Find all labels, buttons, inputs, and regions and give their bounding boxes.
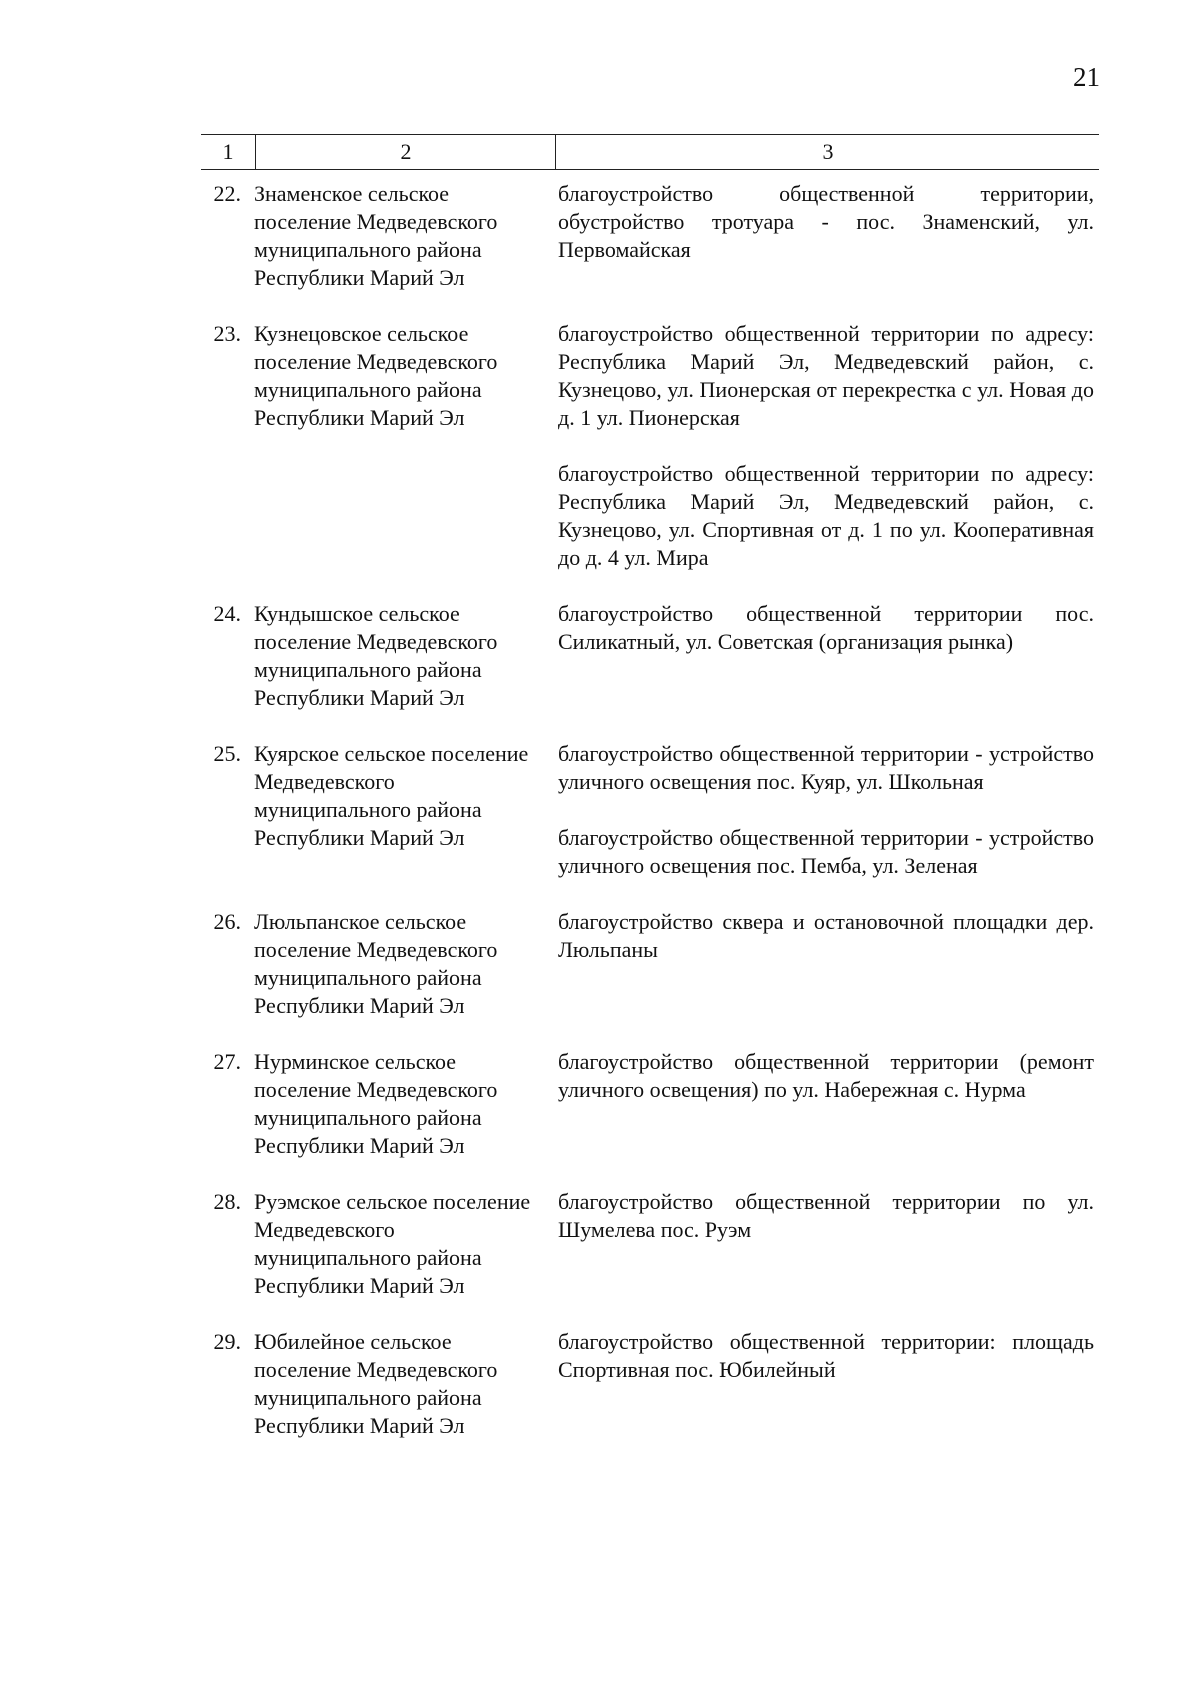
municipality-name: Люльпанское сельское поселение Медведевского муниципального района Республики Марий Эл <box>254 909 498 1018</box>
table-row <box>201 320 1099 572</box>
row-number: 26. <box>213 909 241 934</box>
table-row <box>201 1188 1099 1300</box>
row-number: 27. <box>213 1049 241 1074</box>
table-body <box>201 180 1099 1468</box>
work-description: благоустройство общественной территории (ремонт уличного освещения) по ул. Набережная с. Нурма <box>558 1049 1094 1102</box>
municipality-name: Нурминское сельское поселение Медведевского муниципального района Республики Марий Эл <box>254 1049 498 1158</box>
table-row <box>201 908 1099 1020</box>
table-row <box>201 740 1099 880</box>
works-cell <box>558 320 1094 572</box>
row-number: 24. <box>213 601 241 626</box>
works-cell <box>558 908 1094 1020</box>
work-description: благоустройство общественной территории - устройство уличного освещения пос. Куяр, ул. Школьная <box>558 741 1094 794</box>
column-header-2: 2 <box>255 135 556 169</box>
works-cell <box>558 1188 1094 1300</box>
table-row <box>201 1048 1099 1160</box>
works-cell <box>558 1048 1094 1160</box>
table-row <box>201 1328 1099 1440</box>
work-description: благоустройство общественной территории пос. Силикатный, ул. Советская (организация рынка) <box>558 601 1094 654</box>
work-description: благоустройство сквера и остановочной площадки дер. Люльпаны <box>558 909 1094 962</box>
page-number: 21 <box>1073 62 1100 92</box>
table-row <box>201 600 1099 712</box>
municipality-name: Юбилейное сельское поселение Медведевского муниципального района Республики Марий Эл <box>254 1329 498 1438</box>
municipality-name: Куярское сельское поселение Медведевского муниципального района Республики Марий Эл <box>254 741 529 850</box>
table-row <box>201 180 1099 292</box>
row-number: 23. <box>213 321 241 346</box>
municipality-name: Кузнецовское сельское поселение Медведевского муниципального района Республики Марий Эл <box>254 321 498 430</box>
work-description: благоустройство общественной территории, обустройство тротуара - пос. Знаменский, ул. Первомайская <box>558 181 1094 262</box>
work-description: благоустройство общественной территории: площадь Спортивная пос. Юбилейный <box>558 1329 1094 1382</box>
municipality-name: Знаменское сельское поселение Медведевского муниципального района Республики Марий Эл <box>254 181 498 290</box>
works-cell <box>558 740 1094 880</box>
works-cell <box>558 180 1094 292</box>
works-cell <box>558 600 1094 712</box>
municipality-name: Кундышское сельское поселение Медведевского муниципального района Республики Марий Эл <box>254 601 498 710</box>
column-header-3: 3 <box>555 135 1100 169</box>
work-description: благоустройство общественной территории по ул. Шумелева пос. Руэм <box>558 1189 1094 1242</box>
row-number: 22. <box>213 181 241 206</box>
row-number: 25. <box>213 741 241 766</box>
work-description: благоустройство общественной территории по адресу: Республика Марий Эл, Медведевский район, с. Кузнецово, ул. Пионерская от перекрестка с ул. Новая до д. 1 ул. Пионерская <box>558 321 1094 430</box>
column-header-1: 1 <box>222 139 234 164</box>
row-number: 29. <box>213 1329 241 1354</box>
work-description: благоустройство общественной территории по адресу: Республика Марий Эл, Медведевский район, с. Кузнецово, ул. Спортивная от д. 1 по ул. Кооперативная до д. 4 ул. Мира <box>558 461 1094 570</box>
row-number: 28. <box>213 1189 241 1214</box>
work-description: благоустройство общественной территории - устройство уличного освещения пос. Пемба, ул. Зеленая <box>558 825 1094 878</box>
works-cell <box>558 1328 1094 1440</box>
table-header-row <box>201 134 1099 170</box>
municipality-name: Руэмское сельское поселение Медведевского муниципального района Республики Марий Эл <box>254 1189 531 1298</box>
